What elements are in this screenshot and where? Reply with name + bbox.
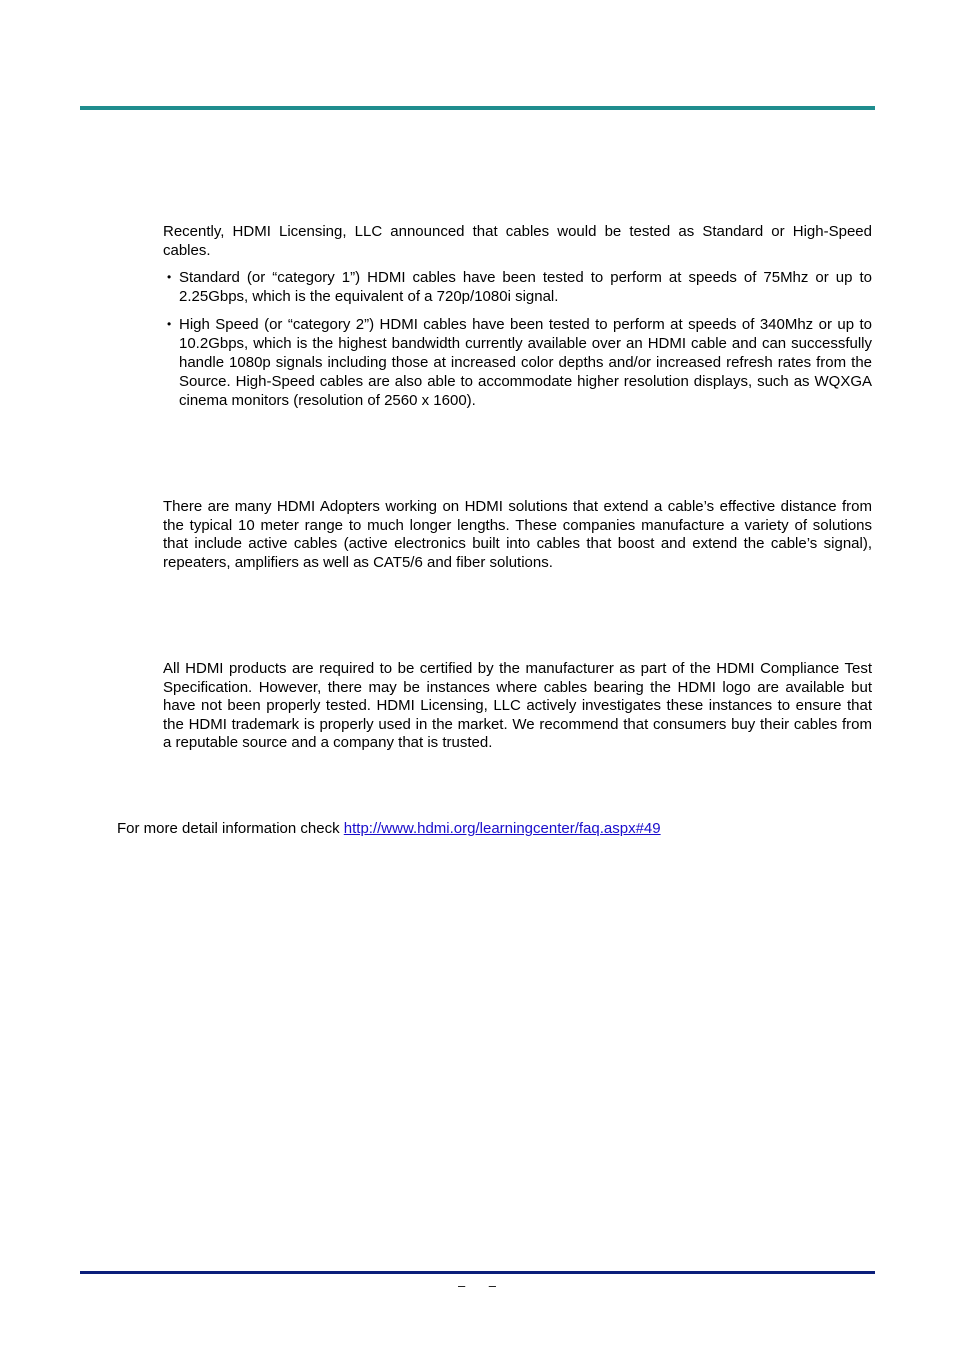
bullet-text: Standard (or “category 1”) HDMI cables have been tested to perform at speeds of 75Mhz or up to 2.25Gbps, which is the equivalent of a 720p/1080i signal. bbox=[179, 269, 872, 305]
bullet-item-standard bbox=[167, 268, 872, 306]
page-number-marks: – – bbox=[457, 1278, 497, 1293]
bullet-item-high-speed bbox=[167, 315, 872, 410]
faq-link[interactable]: http://www.hdmi.org/learningcenter/faq.aspx#49 bbox=[343, 820, 661, 837]
more-info-line bbox=[117, 819, 661, 838]
bullet-symbol: • bbox=[167, 270, 172, 284]
footer-rule bbox=[80, 1271, 875, 1274]
more-info-prefix: For more detail information check bbox=[117, 820, 344, 837]
bullet-text: High Speed (or “category 2”) HDMI cables have been tested to perform at speeds of 340Mhz or up to 10.2Gbps, which is the highest bandwidth currently available over an HDMI cable and can successfully handle 1080p signals including those at increased color depths and/or increased refresh rates from the Source. High-Speed cables are also able to accommodate higher resolution displays, such as WQXGA cinema monitors (resolution of 2560 x 1600). bbox=[179, 316, 872, 409]
adopters-paragraph: There are many HDMI Adopters working on HDMI solutions that extend a cable’s effective distance from the typical 10 meter range to much longer lengths. These companies manufacture a variety of solutions that include active cables (active electronics built into cables that boost and extend the cable’s signal), repeaters, amplifiers as well as CAT5/6 and fiber solutions. bbox=[163, 498, 872, 571]
header-rule bbox=[80, 106, 875, 110]
bullet-symbol: • bbox=[167, 317, 172, 331]
certification-paragraph: All HDMI products are required to be certified by the manufacturer as part of the HDMI Compliance Test Specification. However, there may be instances where cables bearing the HDMI logo are available but have not been properly tested. HDMI Licensing, LLC actively investigates these instances to ensure that the HDMI trademark is properly used in the market. We recommend that consumers buy their cables from a reputable source and a company that is trusted. bbox=[163, 660, 872, 751]
intro-paragraph: Recently, HDMI Licensing, LLC announced that cables would be tested as Standard or High-Speed cables. bbox=[163, 223, 872, 259]
